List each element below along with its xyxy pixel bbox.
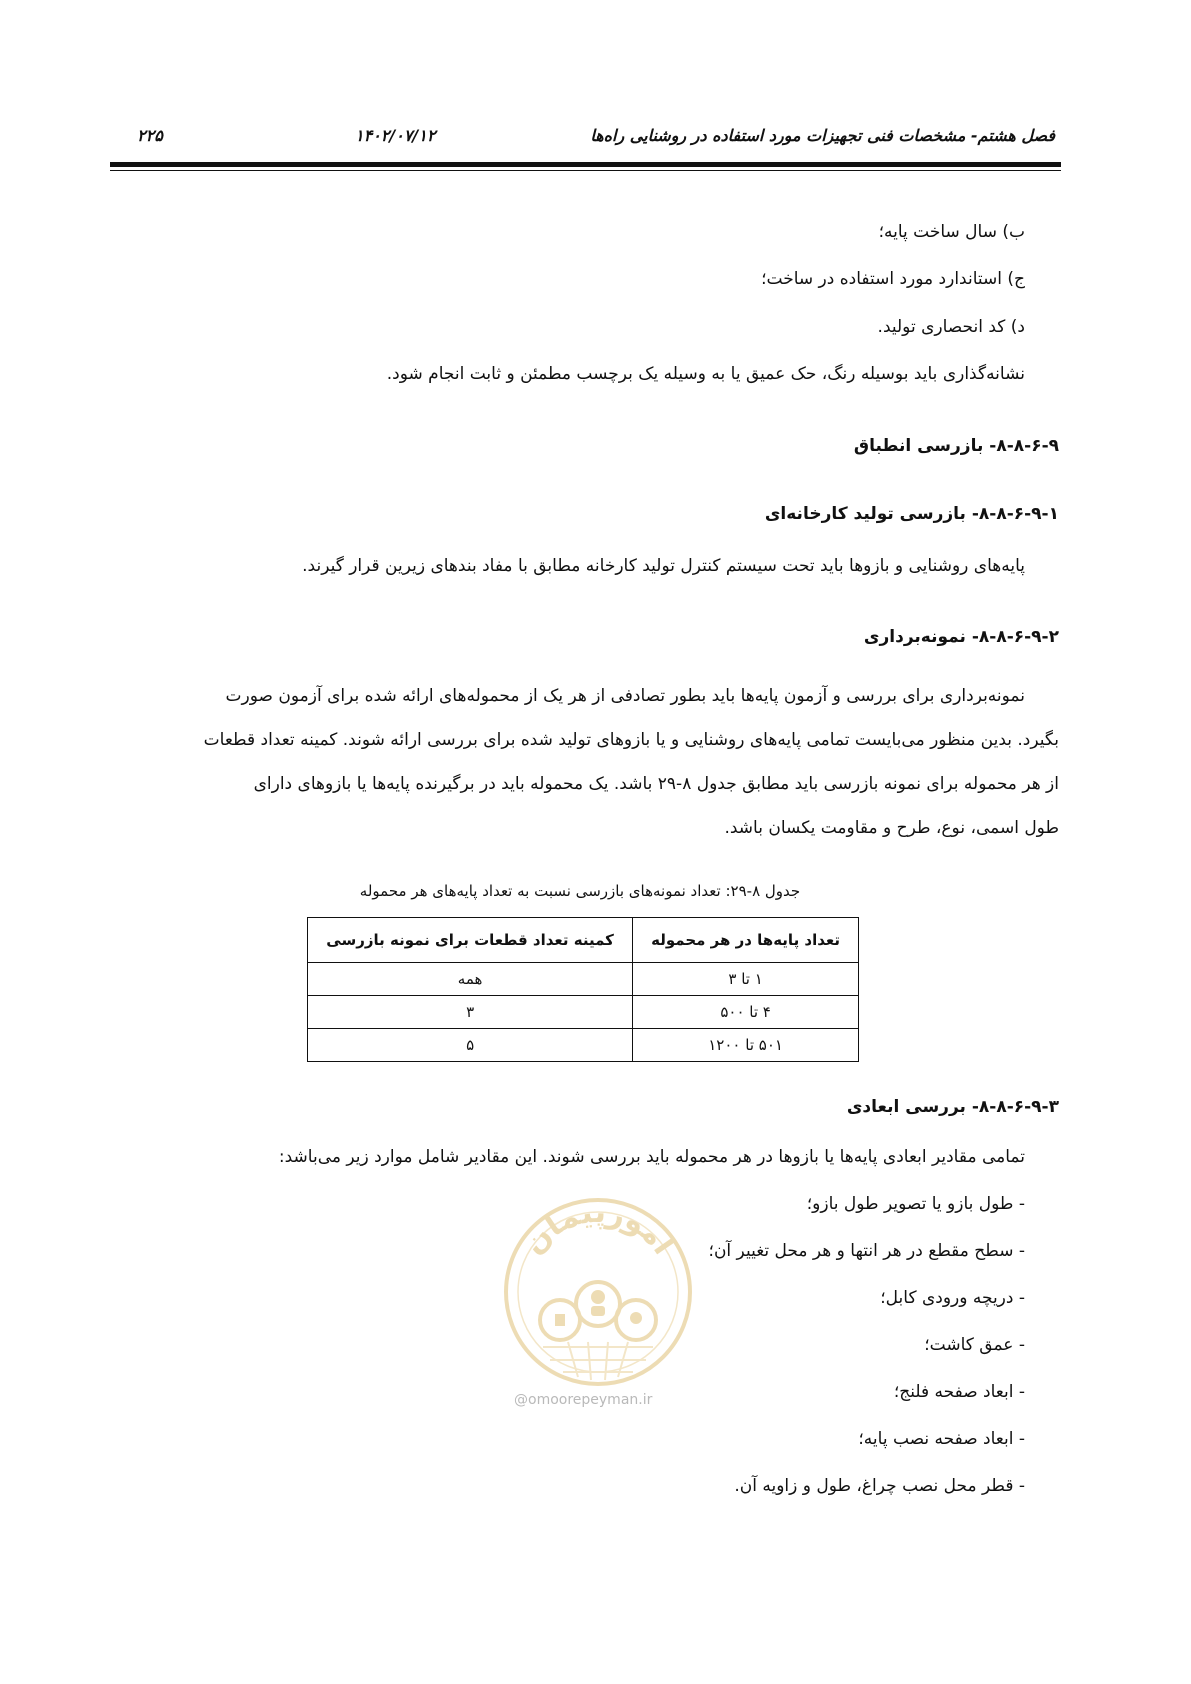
dimensional-intro: تمامی مقادیر ابعادی پایه‌ها یا بازوها در هر محموله باید بررسی شوند. این مقادیر شامل موارد زیر می‌باشد:	[278, 1147, 1025, 1167]
table-row	[308, 963, 859, 996]
chapter-title: فصل هشتم- مشخصات فنی تجهیزات مورد استفاده در روشنایی راه‌ها	[590, 126, 1055, 145]
column-header-units: تعداد پایه‌ها در هر محموله	[633, 918, 859, 963]
table-header-row	[308, 918, 859, 963]
factory-inspection-paragraph: پایه‌های روشنایی و بازوها باید تحت سیستم کنترل تولید کارخانه مطابق با مفاد بندهای زیرین قرار گیرند.	[302, 556, 1025, 576]
header-rule-thin	[110, 170, 1061, 171]
column-header-min-samples: کمینه تعداد قطعات برای نمونه بازرسی	[308, 918, 633, 963]
table-caption: جدول ۸-۲۹: تعداد نمونه‌های بازرسی نسبت به تعداد پایه‌های هر محموله	[359, 882, 801, 900]
list-item: - عمق کاشت؛	[924, 1335, 1025, 1355]
table-row	[308, 1029, 859, 1062]
list-item-d: د) کد انحصاری تولید.	[877, 317, 1025, 337]
section-heading-factory-inspection: ۸-۸-۶-۹-۱- بازرسی تولید کارخانه‌ای	[764, 504, 1059, 524]
table-cell: ۴ تا ۵۰۰	[633, 996, 859, 1029]
section-heading-dimensional: ۸-۸-۶-۹-۳- بررسی ابعادی	[846, 1097, 1059, 1117]
table-row	[308, 996, 859, 1029]
marking-paragraph: نشانه‌گذاری باید بوسیله رنگ، حک عمیق یا به وسیله یک برچسب مطمئن و ثابت انجام شود.	[386, 364, 1025, 384]
paragraph-line: بگیرد. بدین منظور می‌بایست تمامی پایه‌های روشنایی و یا بازوهای تولید شده برای بررسی ارائه شوند. کمینه تعداد قطعات	[203, 730, 1059, 750]
section-heading-conformity: ۸-۸-۶-۹- بازرسی انطباق	[853, 436, 1059, 456]
paragraph-line: از هر محموله برای نمونه بازرسی باید مطابق جدول ۸-۲۹ باشد. یک محموله باید در برگیرنده پایه‌ها یا بازوهای دارای	[253, 774, 1059, 794]
table-cell: ۵۰۱ تا ۱۲۰۰	[633, 1029, 859, 1062]
list-item: - ابعاد صفحه فلنج؛	[893, 1382, 1025, 1402]
sampling-table	[307, 917, 859, 1062]
table-cell: ۳	[308, 996, 633, 1029]
watermark-logo	[498, 1192, 698, 1392]
list-item: - قطر محل نصب چراغ، طول و زاویه آن.	[734, 1476, 1025, 1496]
list-item: - سطح مقطع در هر انتها و هر محل تغییر آن؛	[708, 1241, 1025, 1261]
svg-text:امورپیمان	[516, 1195, 681, 1261]
table-cell: ۱ تا ۳	[633, 963, 859, 996]
header-rule-thick	[110, 162, 1061, 167]
table-cell: همه	[308, 963, 633, 996]
watermark-text: @omoorepeyman.ir	[514, 1392, 653, 1408]
list-item-b: ب) سال ساخت پایه؛	[878, 222, 1025, 242]
list-item-j: ج) استاندارد مورد استفاده در ساخت؛	[761, 269, 1025, 289]
watermark-logo-text: امورپیمان	[516, 1194, 681, 1262]
table-cell: ۵	[308, 1029, 633, 1062]
sampling-paragraph	[132, 674, 1059, 850]
paragraph-line: نمونه‌برداری برای بررسی و آزمون پایه‌ها باید بطور تصادفی از هر یک از محموله‌های ارائه شده برای آزمون صورت	[225, 686, 1025, 706]
list-item: - طول بازو یا تصویر طول بازو؛	[806, 1194, 1025, 1214]
paragraph-line: طول اسمی، نوع، طرح و مقاومت یکسان باشد.	[724, 818, 1059, 838]
page-number: ۲۲۵	[137, 126, 163, 145]
list-item: - ابعاد صفحه نصب پایه؛	[858, 1429, 1025, 1449]
list-item: - دریچه ورودی کابل؛	[880, 1288, 1025, 1308]
header-date: ۱۴۰۲/۰۷/۱۲	[355, 126, 436, 145]
section-heading-sampling: ۸-۸-۶-۹-۲- نمونه‌برداری	[863, 627, 1059, 647]
